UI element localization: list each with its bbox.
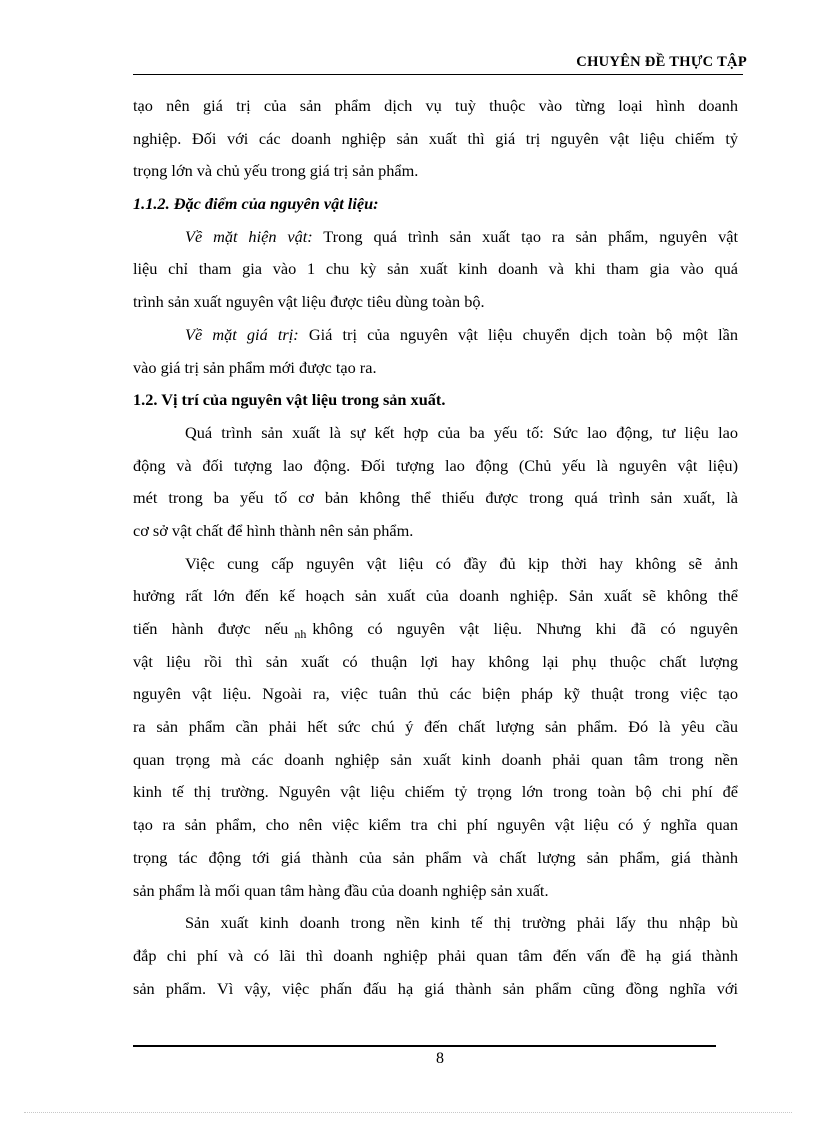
inline-text: Giá trị của nguyên vật liệu chuyển dịch toàn bộ một lần <box>298 324 738 344</box>
page-body <box>133 90 738 1005</box>
inline-label: Về mặt hiện vật: <box>185 226 313 246</box>
footer-rule <box>133 1045 716 1047</box>
body-line: trọng tác động tới giá thành của sản phẩm và chất lượng sản phẩm, giá thành <box>133 847 738 867</box>
body-line <box>133 319 738 352</box>
body-line <box>133 221 738 254</box>
body-line: nghiệp. Đối với các doanh nghiệp sản xuất thì giá trị nguyên vật liệu chiếm tỷ <box>133 128 738 148</box>
body-line <box>133 613 738 646</box>
body-line: hưởng rất lớn đến kế hoạch sản xuất của doanh nghiệp. Sản xuất sẽ không thể <box>133 586 738 606</box>
body-line: động và đối tượng lao động. Đối tượng lao động (Chủ yếu là nguyên vật liệu) <box>133 455 738 475</box>
body-line: quan trọng mà các doanh nghiệp sản xuất kinh doanh phải quan tâm trong nền <box>133 749 738 769</box>
body-line: sản phẩm. Vì vậy, việc phấn đấu hạ giá thành sản phẩm cũng đồng nghĩa với <box>133 978 738 998</box>
section-heading-1-1-2: 1.1.2. Đặc điểm của nguyên vật liệu: <box>133 194 379 214</box>
body-line: Quá trình sản xuất là sự kết hợp của ba yếu tố: Sức lao động, tư liệu lao <box>185 422 738 442</box>
running-header-title: CHUYÊN ĐỀ THỰC TẬP <box>576 54 747 70</box>
body-line: mét trong ba yếu tố cơ bản không thể thiếu được trong quá trình sản xuất, là <box>133 488 738 508</box>
body-line: kinh tế thị trường. Nguyên vật liệu chiếm tỷ trọng lớn trong toàn bộ chi phí để <box>133 782 738 802</box>
inline-text: không có nguyên vật liệu. Nhưng khi đã có nguyên <box>312 619 738 638</box>
section-heading-1-2: 1.2. Vị trí của nguyên vật liệu trong sản xuất. <box>133 390 446 410</box>
body-line: vật liệu rồi thì sản xuất có thuận lợi hay không lại phụ thuộc chất lượng <box>133 651 738 671</box>
body-line: liệu chỉ tham gia vào 1 chu kỳ sản xuất kinh doanh và khi tham gia vào quá <box>133 259 738 279</box>
body-line: vào giá trị sản phẩm mới được tạo ra. <box>133 357 377 377</box>
page-edge <box>24 1112 792 1113</box>
body-line: sản phẩm là mối quan tâm hàng đầu của doanh nghiệp sản xuất. <box>133 880 549 900</box>
page-number: 8 <box>436 1050 444 1067</box>
inline-label: Về mặt giá trị: <box>185 324 299 344</box>
body-line: Sản xuất kinh doanh trong nền kinh tế thị trường phải lấy thu nhập bù <box>185 913 738 933</box>
body-line: tạo ra sản phẩm, cho nên việc kiểm tra chi phí nguyên vật liệu có ý nghĩa quan <box>133 815 738 835</box>
body-line: nguyên vật liệu. Ngoài ra, việc tuân thủ các biện pháp kỹ thuật trong việc tạo <box>133 684 738 704</box>
inline-text: tiến hành được nếu <box>133 619 289 638</box>
body-line: tạo nên giá trị của sản phẩm dịch vụ tuỳ thuộc vào từng loại hình doanh <box>133 96 738 115</box>
body-line: đắp chi phí và có lãi thì doanh nghiệp phải quan tâm đến vấn đề hạ giá thành <box>133 945 738 965</box>
body-line: trình sản xuất nguyên vật liệu được tiêu dùng toàn bộ. <box>133 292 485 312</box>
inline-text: Trong quá trình sản xuất tạo ra sản phẩm, nguyên vật <box>312 226 738 246</box>
body-line: trọng lớn và chủ yếu trong giá trị sản phẩm. <box>133 161 419 181</box>
header-rule <box>133 74 743 75</box>
body-line: Việc cung cấp nguyên vật liệu có đầy đủ kịp thời hay không sẽ ảnh <box>185 553 738 573</box>
stray-mark: nh <box>294 627 307 641</box>
body-line: ra sản phẩm cần phải hết sức chú ý đến chất lượng sản phẩm. Đó là yêu cầu <box>133 717 738 737</box>
body-line: cơ sở vật chất để hình thành nên sản phẩm. <box>133 520 414 540</box>
